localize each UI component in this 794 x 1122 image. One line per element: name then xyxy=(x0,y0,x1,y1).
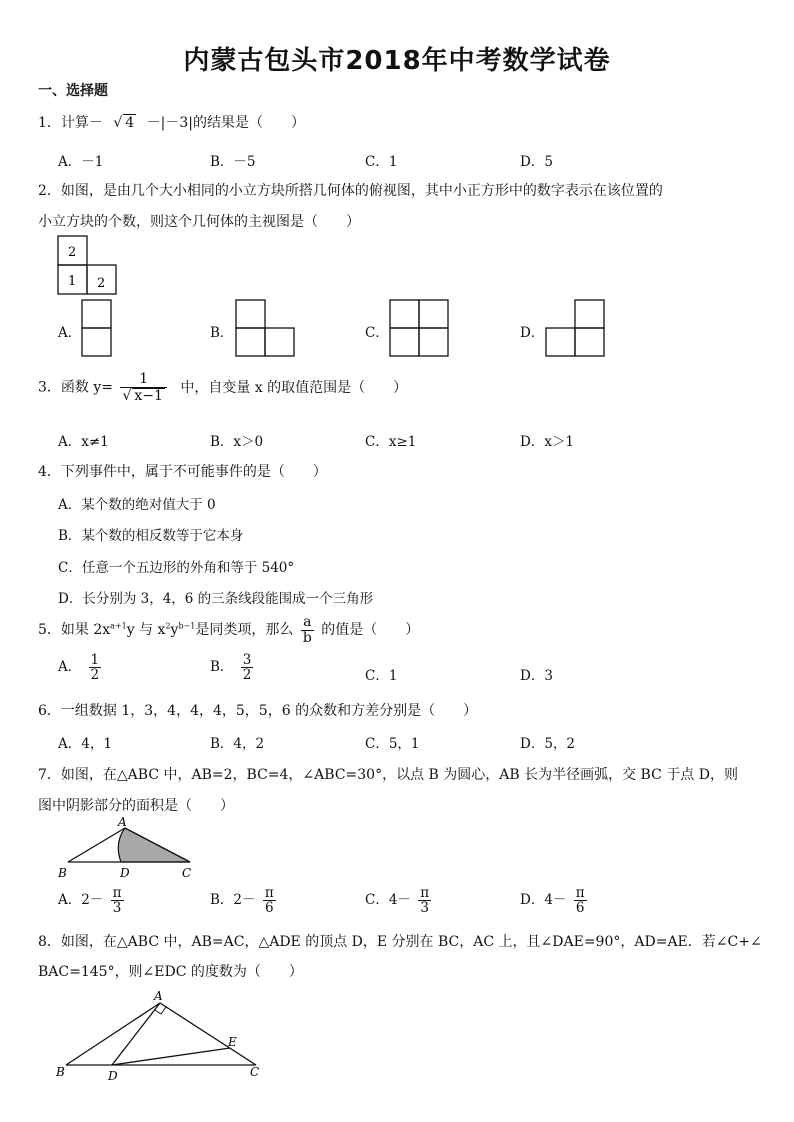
q4-option-c: C．任意一个五边形的外角和等于 540° xyxy=(58,560,295,576)
q5-suffix: 的值是（ ） xyxy=(321,622,420,639)
page-title: 内蒙古包头市2018年中考数学试卷 xyxy=(183,46,611,76)
q5-option-b: B． $\frac{3}{2}$ xyxy=(210,652,252,684)
question-8-line2: BAC=145°，则∠EDC 的度数为（ ） xyxy=(38,964,303,980)
q7-option-a-num: π xyxy=(112,885,122,901)
q7-option-b-num: π xyxy=(264,885,274,901)
q7-option-b: B．2－ $\frac{\pi}{6}$ xyxy=(210,885,274,917)
q2-option-a: A． xyxy=(58,325,82,341)
q7-option-d: D．4－ $\frac{\pi}{6}$ xyxy=(520,885,585,917)
q2-grid-cell-top: 2 xyxy=(68,245,77,260)
q7-option-c-num: π xyxy=(420,885,430,901)
q5-sup1: a+1 xyxy=(110,621,127,631)
q8-segment-de xyxy=(112,1048,230,1065)
q1-option-d: D．5 xyxy=(520,154,553,170)
q7-option-d-num: π xyxy=(575,885,585,901)
q7-label-b: B xyxy=(58,866,67,880)
question-7-line2: 图中阴影部分的面积是（ ） xyxy=(38,798,234,814)
q1-option-b: B．－5 xyxy=(210,154,256,170)
q7-label-d: D xyxy=(120,866,130,880)
q3-option-a: A．x≠1 xyxy=(58,434,109,450)
question-6-stem: 6．一组数据 1，3，4，4，4，5，5，6 的众数和方差分别是（ ） xyxy=(38,703,478,719)
q8-side-ab xyxy=(66,1003,160,1065)
question-4-stem: 4．下列事件中，属于不可能事件的是（ ） xyxy=(38,464,327,480)
q5-option-d: D．3 xyxy=(520,668,553,684)
q3-fraction-num: 1 xyxy=(120,372,166,388)
q5-option-b-num: 3 xyxy=(242,652,252,668)
q8-label-b: B xyxy=(56,1065,65,1079)
question-8-line1: 8．如图，在△ABC 中，AB=AC，△ADE 的顶点 D，E 分别在 BC，AC 上，且∠DAE=90°，AD=AE．若∠C+∠ xyxy=(38,934,762,950)
q7-option-d-den: 6 xyxy=(575,900,585,917)
q3-prefix: 3．函数 y= xyxy=(38,379,113,396)
q2-grid-cell-bottom-left: 1 xyxy=(68,274,77,289)
q2-option-b: B． xyxy=(210,325,234,341)
q7-option-a-den: 3 xyxy=(112,900,122,917)
q5-fraction-num: a xyxy=(301,615,314,631)
q5-sup2: 2 xyxy=(165,621,171,631)
q5-option-a-num: 1 xyxy=(90,652,100,668)
q6-option-d: D．5，2 xyxy=(520,736,576,752)
q8-label-e: E xyxy=(228,1035,237,1049)
q5-option-a-den: 2 xyxy=(90,667,100,684)
q5-sup3: b−1 xyxy=(178,621,196,631)
q7-option-c-den: 3 xyxy=(420,900,429,917)
q3-option-d: D．x＞1 xyxy=(520,434,575,450)
q7-option-a: A．2－ $\frac{\pi}{3}$ xyxy=(58,885,122,917)
q7-label-c: C xyxy=(182,866,192,880)
question-7-line1: 7．如图，在△ABC 中，AB=2，BC=4，∠ABC=30°，以点 B 为圆心，AB 长为半径画弧，交 BC 于点 D，则 xyxy=(38,767,738,783)
q4-option-d: D．长分别为 3，4，6 的三条线段能围成一个三角形 xyxy=(58,591,374,607)
q3-fraction-den: x−1 xyxy=(134,387,163,404)
q1-option-c: C．1 xyxy=(365,154,398,170)
q4-option-b: B．某个数的相反数等于它本身 xyxy=(58,528,244,544)
q2-grid-cell-bottom-right: 2 xyxy=(97,276,106,291)
q5-option-c: C．1 xyxy=(365,668,398,684)
q6-option-b: B．4，2 xyxy=(210,736,265,752)
q6-option-c: C．5，1 xyxy=(365,736,420,752)
q5-option-a: A． $\frac{1}{2}$ xyxy=(58,652,100,684)
q8-label-c: C xyxy=(250,1065,260,1079)
question-2-line1: 2．如图，是由几个大小相同的小立方块所搭几何体的俯视图，其中小正方形中的数字表示在该位置的 xyxy=(38,183,663,199)
q1-prefix: 1．计算－ xyxy=(38,115,103,131)
q3-fraction: $\frac{1}{√ x-1}$ xyxy=(120,372,166,403)
q2-option-d: D． xyxy=(520,325,545,341)
q5-mid1: y 与 x xyxy=(126,622,166,639)
q8-label-a: A xyxy=(154,989,163,1003)
q8-label-d: D xyxy=(108,1069,118,1083)
q6-option-a: A．4，1 xyxy=(58,736,112,752)
q7-option-b-den: 6 xyxy=(264,900,274,917)
q5-option-b-den: 2 xyxy=(242,667,252,684)
q5-mid3: 是同类项，那么 xyxy=(195,622,294,639)
q3-suffix: 中，自变量 x 的取值范围是（ ） xyxy=(180,379,408,396)
q4-option-a: A．某个数的绝对值大于 0 xyxy=(58,497,216,513)
q5-prefix: 5．如果 2x xyxy=(38,622,111,639)
q3-option-b: B．x＞0 xyxy=(210,434,264,450)
q3-option-c: C．x≥1 xyxy=(365,434,417,450)
q5-mid2: y xyxy=(170,622,179,639)
q7-option-c: C．4－ $\frac{\pi}{3}$ xyxy=(365,885,430,917)
question-2-line2: 小立方块的个数，则这个几何体的主视图是（ ） xyxy=(38,214,360,230)
q2-option-c: C． xyxy=(365,325,389,341)
q5-fraction-den: b xyxy=(302,629,312,646)
q1-sqrt: 4 xyxy=(125,115,135,131)
q1-option-a: A．－1 xyxy=(58,154,104,170)
q1-suffix: －|－3|的结果是（ ） xyxy=(146,115,306,131)
q8-segment-ad xyxy=(112,1003,160,1065)
section-heading: 一、选择题 xyxy=(38,83,108,99)
q7-label-a: A xyxy=(118,815,127,829)
question-1-stem: 1．计算－ √ 4 －|－3|的结果是（ ） xyxy=(38,115,306,131)
